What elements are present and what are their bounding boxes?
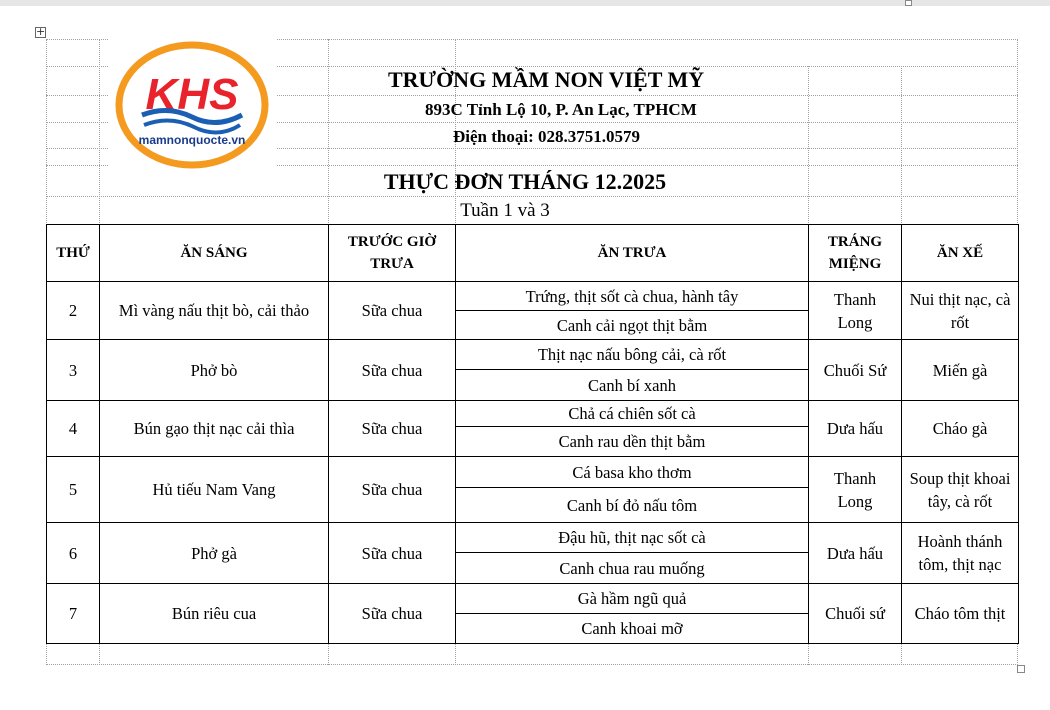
lunch-soup-cell: Canh bí đỏ nấu tôm	[456, 488, 809, 523]
window-top-bar	[0, 0, 1050, 6]
header-lunch: ĂN TRƯA	[456, 225, 809, 282]
table-row	[47, 401, 1019, 427]
school-address: 893C Tỉnh Lộ 10, P. An Lạc, TPHCM	[425, 100, 697, 119]
before-lunch-cell: Sữa chua	[329, 584, 456, 644]
lunch-main-cell: Trứng, thịt sốt cà chua, hành tây	[456, 282, 809, 311]
before-lunch-cell: Sữa chua	[329, 523, 456, 584]
table-row	[47, 523, 1019, 553]
table-row	[47, 584, 1019, 614]
dessert-cell: Thanh Long	[809, 282, 902, 340]
school-logo	[108, 35, 276, 177]
day-cell: 2	[47, 282, 100, 340]
dessert-cell: Thanh Long	[809, 457, 902, 523]
lunch-main-cell: Cá basa kho thơm	[456, 457, 809, 488]
week-label: Tuần 1 và 3	[460, 200, 550, 221]
breakfast-cell: Mì vàng nấu thịt bò, cải thảo	[100, 282, 329, 340]
school-name: TRƯỜNG MẦM NON VIỆT MỸ	[388, 67, 705, 92]
day-cell: 4	[47, 401, 100, 457]
before-lunch-cell: Sữa chua	[329, 282, 456, 340]
day-cell: 6	[47, 523, 100, 584]
table-move-handle[interactable]: +	[36, 25, 46, 38]
dessert-cell: Dưa hấu	[809, 401, 902, 457]
menu-header-row	[47, 225, 1019, 282]
lunch-soup-cell: Canh chua rau muống	[456, 553, 809, 584]
table-row	[47, 340, 1019, 370]
day-cell: 5	[47, 457, 100, 523]
table-row	[47, 457, 1019, 488]
snack-cell: Nui thịt nạc, cà rốt	[902, 282, 1019, 340]
header-before-lunch: TRƯỚC GIỜ TRƯA	[329, 225, 456, 282]
snack-cell: Cháo tôm thịt	[902, 584, 1019, 644]
dessert-cell: Dưa hấu	[809, 523, 902, 584]
dessert-cell: Chuối sứ	[809, 584, 902, 644]
lunch-soup-cell: Canh bí xanh	[456, 370, 809, 401]
snack-cell: Soup thịt khoai tây, cà rốt	[902, 457, 1019, 523]
before-lunch-cell: Sữa chua	[329, 401, 456, 457]
header-day: THỨ	[47, 225, 100, 282]
resize-handle-top[interactable]	[905, 0, 912, 6]
lunch-soup-cell: Canh cải ngọt thịt bằm	[456, 311, 809, 340]
lunch-main-cell: Gà hầm ngũ quả	[456, 584, 809, 614]
day-cell: 7	[47, 584, 100, 644]
snack-cell: Hoành thánh tôm, thịt nạc	[902, 523, 1019, 584]
header-dessert: TRÁNG MIỆNG	[809, 225, 902, 282]
table-row	[47, 282, 1019, 311]
before-lunch-cell: Sữa chua	[329, 340, 456, 401]
breakfast-cell: Bún riêu cua	[100, 584, 329, 644]
header-snack: ĂN XẾ	[902, 225, 1019, 282]
breakfast-cell: Hủ tiếu Nam Vang	[100, 457, 329, 523]
menu-title: THỰC ĐƠN THÁNG 12.2025	[383, 169, 667, 194]
breakfast-cell: Phở bò	[100, 340, 329, 401]
breakfast-cell: Phở gà	[100, 523, 329, 584]
lunch-main-cell: Chả cá chiên sốt cà	[456, 401, 809, 427]
header-breakfast: ĂN SÁNG	[100, 225, 329, 282]
snack-cell: Miến gà	[902, 340, 1019, 401]
lunch-main-cell: Đậu hũ, thịt nạc sốt cà	[456, 523, 809, 553]
dessert-cell: Chuối Sứ	[809, 340, 902, 401]
breakfast-cell: Bún gạo thịt nạc cải thìa	[100, 401, 329, 457]
lunch-soup-cell: Canh khoai mỡ	[456, 614, 809, 644]
snack-cell: Cháo gà	[902, 401, 1019, 457]
svg-text:KHS: KHS	[145, 70, 239, 119]
before-lunch-cell: Sữa chua	[329, 457, 456, 523]
menu-table	[46, 224, 1019, 644]
svg-text:mamnonquocte.vn: mamnonquocte.vn	[138, 133, 246, 147]
lunch-main-cell: Thịt nạc nấu bông cải, cà rốt	[456, 340, 809, 370]
table-resize-handle[interactable]	[1017, 665, 1025, 673]
lunch-soup-cell: Canh rau dền thịt bằm	[456, 427, 809, 457]
school-phone: Điện thoại: 028.3751.0579	[453, 127, 640, 146]
day-cell: 3	[47, 340, 100, 401]
